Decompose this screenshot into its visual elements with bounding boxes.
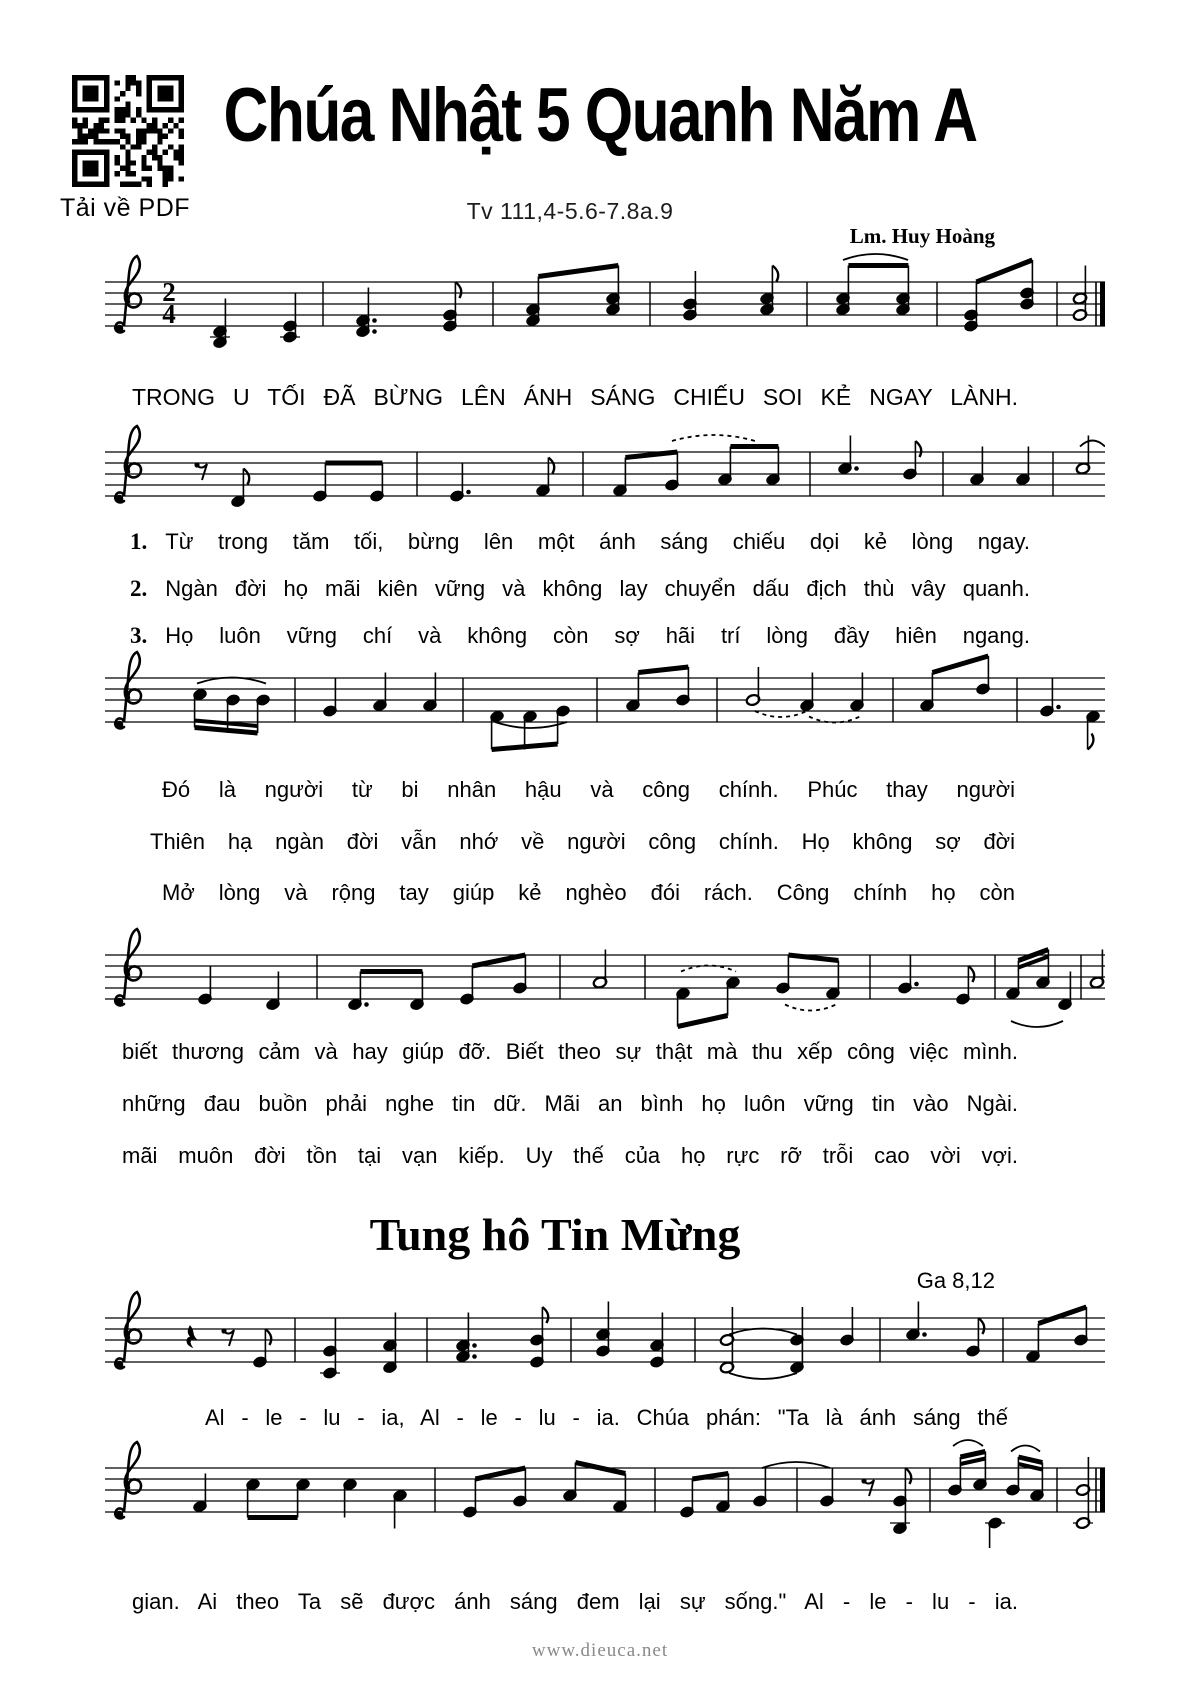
staff-2 [105, 422, 1105, 532]
verse-1-number: 1. [130, 529, 148, 554]
page-title: Chúa Nhật 5 Quanh Năm A [223, 73, 977, 158]
verse-1 [130, 529, 1030, 554]
gospel-reference: Ga 8,12 [916, 1268, 995, 1293]
psalm-line-b2: những đau buồn phải nghe tin dữ. Mãi an bình họ luôn vững tin vào Ngài. [122, 1091, 1018, 1116]
verse-1-text: Từ trong tăm tối, bừng lên một ánh sáng chiếu dọi kẻ lòng ngay. [165, 529, 1030, 554]
verse-2-text: Ngàn đời họ mãi kiên vững và không lay chuyển dấu địch thù vây quanh. [165, 576, 1030, 601]
download-pdf-link[interactable]: Tải về PDF [60, 194, 191, 222]
alleluia-line-1: Al - le - lu - ia, Al - le - lu - ia. Chúa phán: "Ta là ánh sáng thế [205, 1405, 1008, 1430]
svg-text:4: 4 [162, 299, 176, 329]
staff-3 [105, 648, 1105, 758]
verse-2 [130, 576, 1030, 601]
psalm-line-a2: Thiên hạ ngàn đời vẫn nhớ về người công chính. Họ không sợ đời [150, 829, 1015, 854]
psalm-line-a1: Đó là người từ bi nhân hậu và công chính. Phúc thay người [162, 777, 1015, 802]
verse-3-text: Họ luôn vững chí và không còn sợ hãi trí lòng đầy hiên ngang. [165, 623, 1030, 648]
composer-credit: Lm. Huy Hoàng [849, 224, 995, 248]
staff-6 [105, 1438, 1105, 1548]
refrain-lyrics: TRONG U TỐI ĐÃ BỪNG LÊN ÁNH SÁNG CHIẾU SOI KẺ NGAY LÀNH. [132, 384, 1018, 410]
staff-5 [105, 1288, 1105, 1398]
psalm-line-b3: mãi muôn đời tồn tại vạn kiếp. Uy thế của họ rực rỡ trỗi cao vời vợi. [122, 1143, 1018, 1168]
psalm-line-a3: Mở lòng và rộng tay giúp kẻ nghèo đói rách. Công chính họ còn [162, 880, 1015, 905]
psalm-reference: Tv 111,4-5.6-7.8a.9 [466, 198, 674, 224]
staff-4 [105, 925, 1105, 1035]
verse-3 [130, 623, 1030, 648]
psalm-line-b1: biết thương cảm và hay giúp đỡ. Biết theo sự thật mà thu xếp công việc mình. [122, 1039, 1018, 1064]
footer-site-link[interactable]: www.dieuca.net [531, 1640, 669, 1661]
verse-2-number: 2. [130, 576, 148, 601]
svg-text:2: 2 [162, 277, 176, 307]
staff-1 [105, 252, 1105, 362]
alleluia-line-2: gian. Ai theo Ta sẽ được ánh sáng đem lại sự sống." Al - le - lu - ia. [132, 1589, 1018, 1614]
gospel-acclamation-heading: Tung hô Tin Mừng [369, 1209, 741, 1260]
verse-3-number: 3. [130, 623, 148, 648]
